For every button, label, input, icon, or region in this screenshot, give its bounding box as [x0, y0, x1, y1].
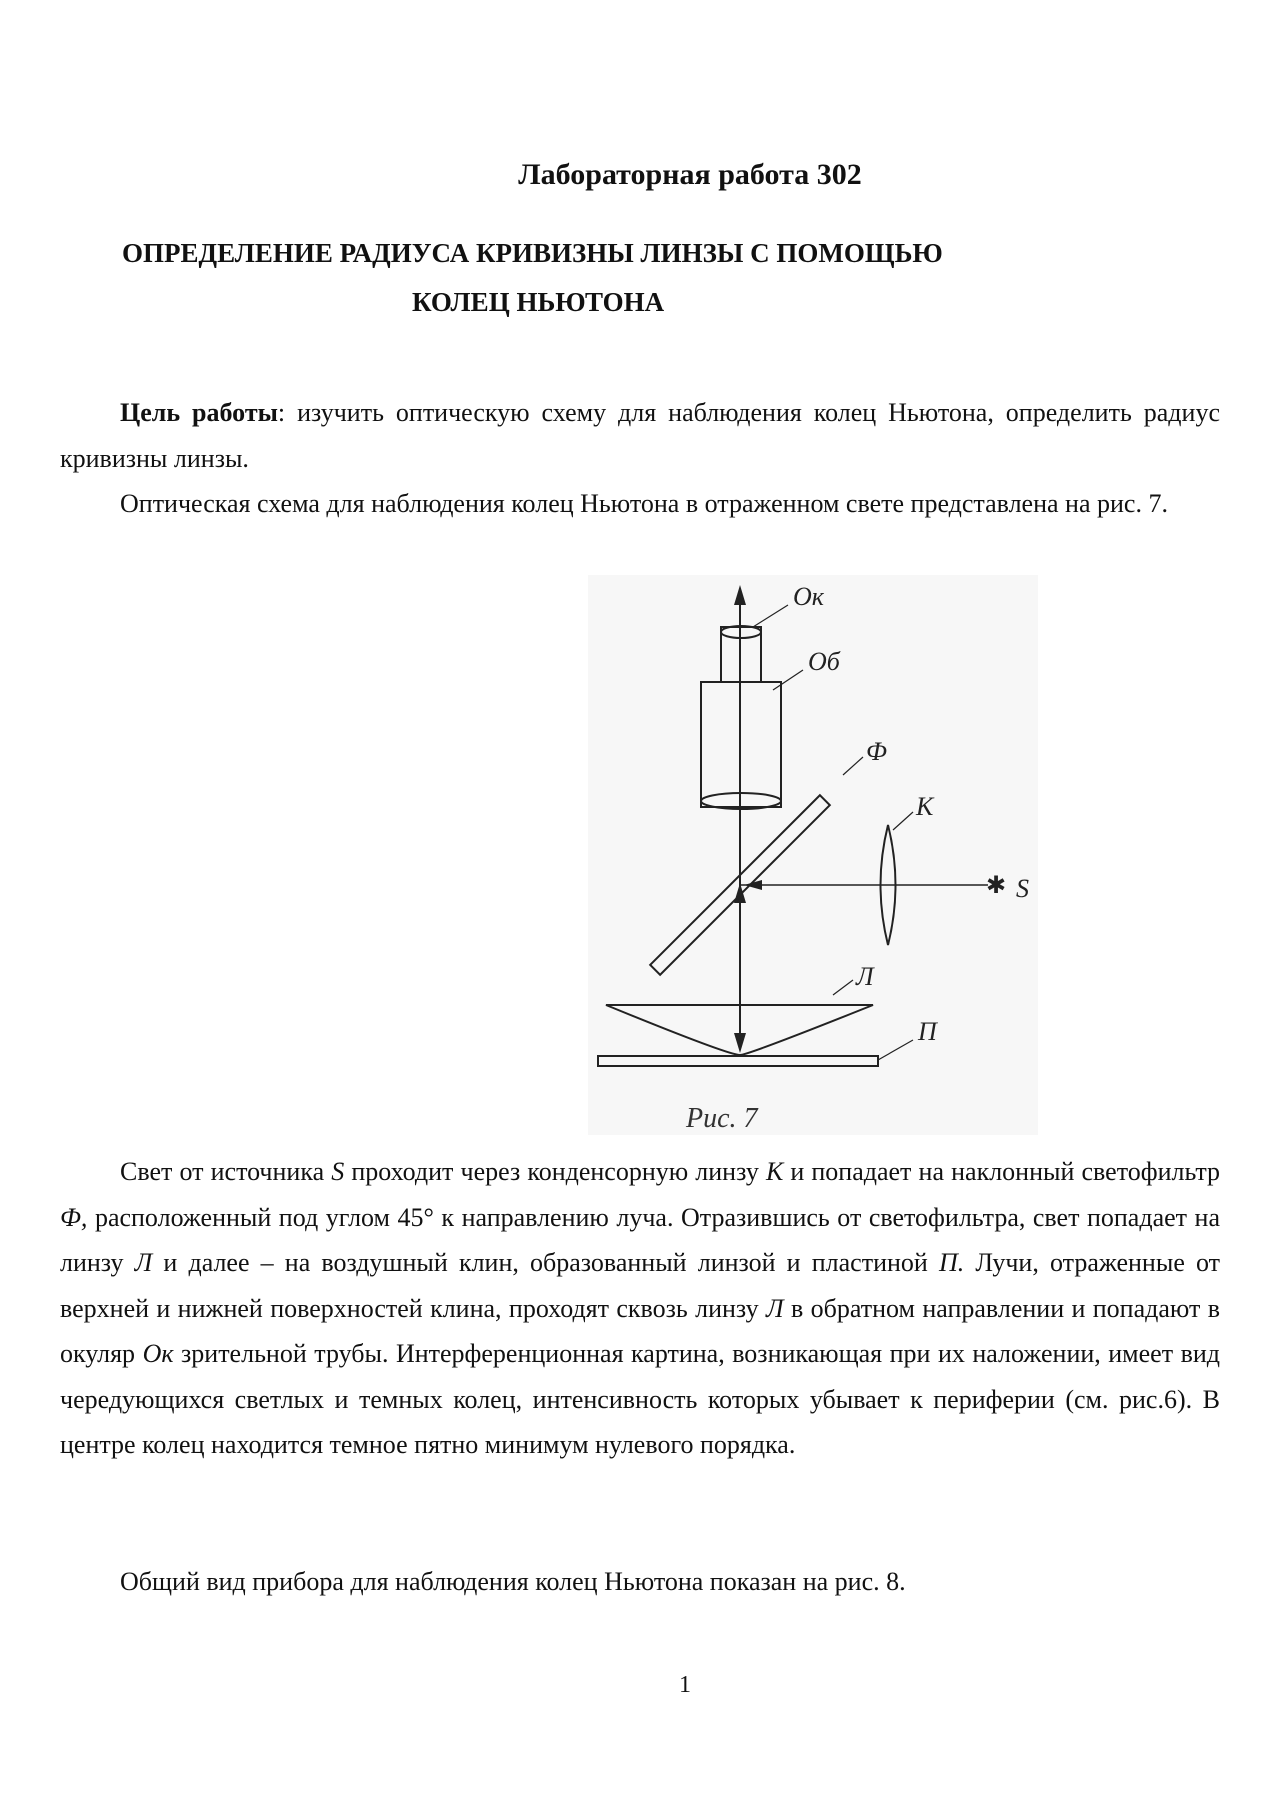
symbol-ok: Ок [142, 1339, 174, 1368]
label-source: S [1016, 874, 1029, 903]
label-condenser: К [916, 792, 934, 821]
symbol-k: К [765, 1157, 784, 1186]
goal-label: Цель работы [120, 398, 278, 427]
optical-scheme-figure [588, 575, 1038, 1135]
main-title-line1: ОПРЕДЕЛЕНИЕ РАДИУСА КРИВИЗНЫ ЛИНЗЫ С ПОМОЩЬЮ [122, 238, 943, 268]
main-title-line2: КОЛЕЦ НЬЮТОНА [412, 287, 665, 317]
page-number: 1 [679, 1672, 691, 1698]
label-filter: Ф [866, 737, 887, 766]
description-paragraph: Свет от источника S проходит через конденсорную линзу К и попадает на наклонный светофильтр Ф, расположенный под углом 45° к направлению луча. Отразившись от светофильтра, свет попадает на линзу Л и далее – на воздушный клин, образованный линзой и пластиной П. Лучи, отраженные от верхней и нижней поверхностей клина, проходят сквозь линзу Л в обратном направлении и попадают в окуляр Ок зрительной трубы. Интерференционная картина, возникающая при их наложении, имеет вид чередующихся светлых и темных колец, интенсивность которых убывает к периферии (см. рис.6). В центре колец находится темное пятно минимум нулевого порядка. [60, 1157, 1221, 1459]
symbol-l: Л [134, 1248, 153, 1277]
label-objective: Об [808, 647, 840, 676]
figure-caption: Рис. 7 [686, 1103, 758, 1134]
goal-text: : изучить оптическую схему для наблюдения колец Ньютона, определить радиус кривизны линзы. [60, 398, 1220, 473]
symbol-f: Ф, [60, 1202, 88, 1232]
closing-paragraph: Общий вид прибора для наблюдения колец Ньютона показан на рис. 8. [120, 1567, 906, 1596]
label-eyepiece: Ок [793, 582, 824, 611]
symbol-s: S [331, 1157, 345, 1186]
source-star-icon: ✱ [986, 873, 1007, 899]
label-plate: П [918, 1017, 937, 1046]
lab-title: Лабораторная работа 302 [518, 158, 862, 191]
label-lens: Л [856, 962, 874, 991]
symbol-p: П. [938, 1248, 965, 1277]
symbol-l-2: Л [766, 1293, 784, 1323]
intro-paragraph: Оптическая схема для наблюдения колец Ньютона в отраженном свете представлена на рис. 7. [120, 489, 1168, 518]
goal-paragraph [60, 390, 1220, 481]
